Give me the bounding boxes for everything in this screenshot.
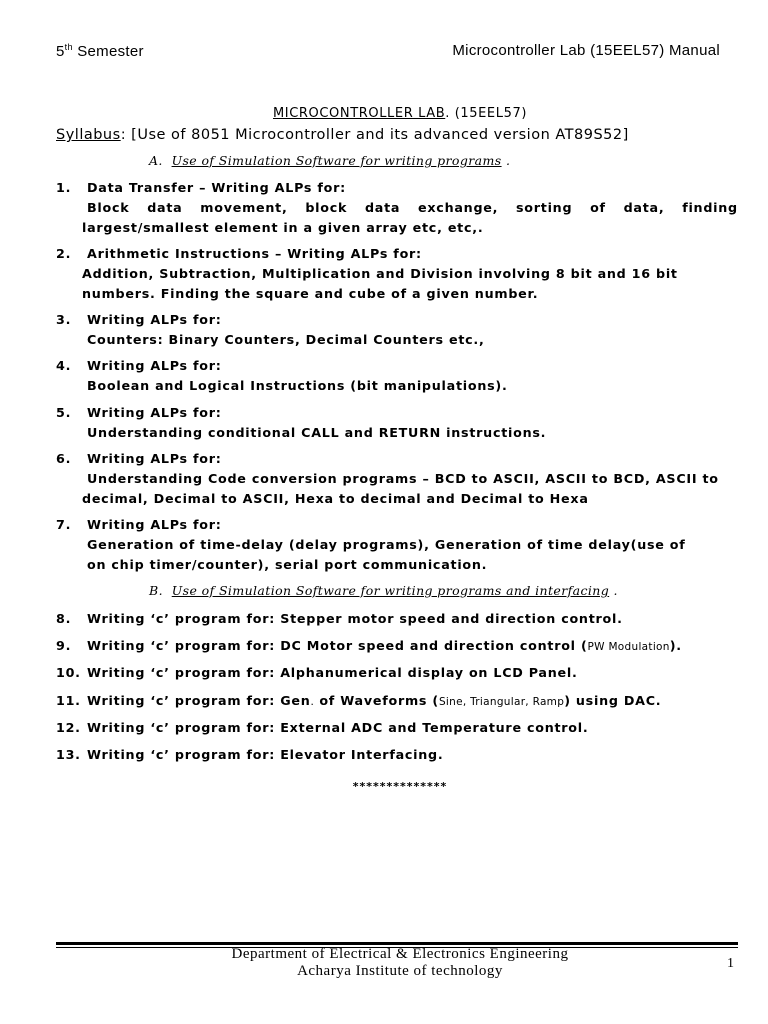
item-heading: Writing ‘c’ program for: Alphanumerical display on LCD Panel. <box>87 665 578 680</box>
semester-superscript: th <box>64 42 73 52</box>
semester-number: 5 <box>56 43 65 60</box>
item-heading: Writing ALPs for: <box>87 312 222 327</box>
item-number: 12. <box>56 720 81 735</box>
item-tail-text: ) using DAC. <box>564 693 662 708</box>
item-heading-text: Writing ‘c’ program for: Gen <box>87 693 311 708</box>
end-separator: ************** <box>352 780 448 793</box>
item-heading: Writing ‘c’ program for: External ADC and Temperature control. <box>87 720 589 735</box>
page-number: 1 <box>727 956 734 971</box>
item-line: Generation of time-delay (delay programs), Generation of time delay(use of <box>87 537 686 552</box>
item-line: Understanding Code conversion programs – BCD to ASCII, ASCII to BCD, ASCII to <box>87 471 719 486</box>
item-number: 4. <box>56 358 72 373</box>
item-tail-text: ). <box>669 638 682 653</box>
title-code: . (15EEL57) <box>445 106 527 121</box>
item-line: decimal, Decimal to ASCII, Hexa to decimal and Decimal to Hexa <box>82 491 589 506</box>
item-number: 5. <box>56 405 72 420</box>
manual-title: Microcontroller Lab (15EEL57) Manual <box>452 42 720 59</box>
item-line: on chip timer/counter), serial port communication. <box>87 557 488 572</box>
item-number: 8. <box>56 611 72 626</box>
item-number: 11. <box>56 693 81 708</box>
section-b-tail: . <box>613 583 618 598</box>
item-mid-text: of Waveforms ( <box>314 693 439 708</box>
item-number: 9. <box>56 638 72 653</box>
item-line: Addition, Subtraction, Multiplication and Division involving 8 bit and 16 bit <box>82 266 678 281</box>
syllabus-line <box>56 127 629 143</box>
item-heading-text: Writing ‘c’ program for: DC Motor speed and direction control ( <box>87 638 588 653</box>
item-heading: Writing ‘c’ program for: Stepper motor speed and direction control. <box>87 611 623 626</box>
footer-institute: Acharya Institute of technology <box>297 963 503 979</box>
semester-label <box>56 42 144 60</box>
syllabus-label: Syllabus <box>56 127 121 143</box>
word: data, <box>623 200 665 215</box>
section-b-text: Use of Simulation Software for writing programs and interfacing <box>171 583 610 598</box>
item-heading: Data Transfer – Writing ALPs for: <box>87 180 346 195</box>
title-main: MICROCONTROLLER LAB <box>272 106 446 121</box>
footer-department: Department of Electrical & Electronics Engineering <box>231 946 569 962</box>
section-b-heading <box>149 583 618 598</box>
section-b-letter: B. <box>149 583 163 598</box>
item-line: Counters: Binary Counters, Decimal Counters etc., <box>87 332 485 347</box>
section-a-letter: A. <box>149 153 163 168</box>
page-footer <box>0 946 768 980</box>
item-number: 6. <box>56 451 72 466</box>
word: data <box>147 200 183 215</box>
item-heading <box>87 693 661 708</box>
word: movement, <box>200 200 288 215</box>
item-heading: Writing ALPs for: <box>87 358 222 373</box>
syllabus-text: : [Use of 8051 Microcontroller and its advanced version AT89S52] <box>120 127 629 143</box>
item-line: largest/smallest element in a given array etc, etc,. <box>82 220 484 235</box>
item-heading: Writing ALPs for: <box>87 517 222 532</box>
word: finding <box>682 200 738 215</box>
footer-rule-thick <box>56 942 738 945</box>
item-heading: Writing ALPs for: <box>87 451 222 466</box>
word: data <box>364 200 401 215</box>
section-a-heading <box>149 153 510 168</box>
item-line: Boolean and Logical Instructions (bit manipulations). <box>87 378 508 393</box>
item-line-justified <box>87 200 738 215</box>
item-heading: Arithmetic Instructions – Writing ALPs for: <box>87 246 422 261</box>
item-line: numbers. Finding the square and cube of a given number. <box>82 286 539 301</box>
item-number: 7. <box>56 517 72 532</box>
section-a-text: Use of Simulation Software for writing programs <box>171 153 502 168</box>
section-a-tail: . <box>505 153 511 168</box>
word: exchange, <box>418 200 499 215</box>
item-number: 13. <box>56 747 81 762</box>
document-title <box>0 106 768 121</box>
item-line: Understanding conditional CALL and RETURN instructions. <box>87 425 547 440</box>
word: block <box>305 200 348 215</box>
item-small-text: PW Modulation <box>587 641 670 653</box>
item-number: 10. <box>56 665 81 680</box>
item-heading <box>87 638 682 653</box>
item-number: 1. <box>56 180 72 195</box>
item-heading: Writing ‘c’ program for: Elevator Interfacing. <box>87 747 444 762</box>
item-heading: Writing ALPs for: <box>87 405 222 420</box>
item-small-text-2: Sine, Triangular, Ramp <box>438 696 565 708</box>
semester-word: Semester <box>77 43 144 60</box>
item-number: 2. <box>56 246 72 261</box>
item-small-text: . <box>310 696 315 708</box>
word: Block <box>87 200 130 215</box>
word: sorting <box>515 200 573 215</box>
item-number: 3. <box>56 312 72 327</box>
word: of <box>590 200 606 215</box>
